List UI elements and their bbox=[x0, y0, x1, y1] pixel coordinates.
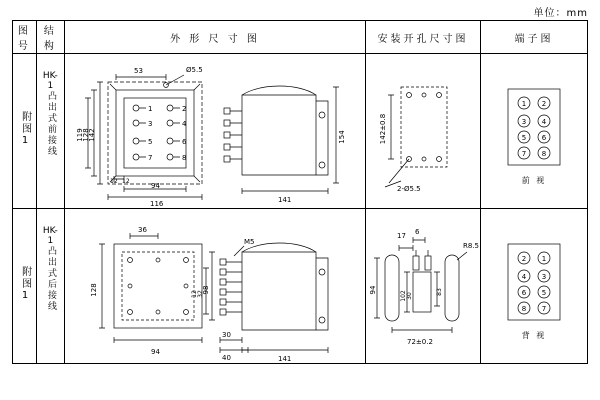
dim-116: 116 bbox=[149, 200, 164, 207]
dim-6: 6 bbox=[414, 228, 420, 236]
terminal-3: 3 bbox=[541, 273, 547, 281]
terminal-2: 2 bbox=[521, 255, 527, 263]
row1-model-label: HK-1 bbox=[42, 71, 58, 91]
terminal-2: 2 bbox=[541, 100, 547, 108]
row2-figure-no: 附图1 bbox=[13, 209, 37, 364]
dim-53: 53 bbox=[133, 67, 143, 75]
header-col-struct: 结构 bbox=[36, 21, 64, 54]
terminal-4: 4 bbox=[541, 118, 547, 126]
unit-label: 单位：mm bbox=[533, 8, 588, 19]
dim-119: 119 bbox=[75, 128, 84, 142]
terminal-6: 6 bbox=[521, 289, 527, 297]
row2-hole-drawing bbox=[365, 209, 480, 364]
dim-128: 128 bbox=[81, 128, 90, 142]
header-col-terminal: 端子图 bbox=[480, 21, 587, 54]
dim-40: 40 bbox=[221, 354, 231, 362]
dim-2-d55: 2-Ø5.5 bbox=[396, 185, 421, 193]
terminal-7: 7 bbox=[521, 150, 527, 158]
row2-struct-text: 凸出式后接线 bbox=[45, 246, 56, 312]
terminal-4: 4 bbox=[521, 273, 527, 281]
dim-72-02: 72±0.2 bbox=[406, 338, 433, 346]
dim-128-r2: 128 bbox=[89, 283, 98, 297]
dim-d55: Ø5.5 bbox=[185, 66, 203, 74]
dim-17: 17 bbox=[396, 232, 406, 240]
row2-structure bbox=[36, 209, 64, 364]
dim-141-r2: 141 bbox=[277, 355, 292, 362]
terminal-5: 5 bbox=[541, 289, 547, 297]
pin-8: 8 bbox=[181, 154, 187, 162]
pin-2: 2 bbox=[181, 105, 187, 113]
header-col-no: 图号 bbox=[13, 21, 37, 54]
pin-5: 5 bbox=[147, 138, 153, 146]
terminal-5: 5 bbox=[521, 134, 527, 142]
terminal-caption-rear: 背 视 bbox=[521, 331, 547, 340]
row1-hole-drawing bbox=[365, 54, 480, 209]
table-row bbox=[13, 209, 588, 364]
terminal-1: 1 bbox=[541, 255, 547, 263]
row2-model-label: HK-1 bbox=[42, 226, 58, 246]
dim-154: 154 bbox=[337, 130, 346, 144]
dim-30-hole: 30 bbox=[405, 292, 413, 300]
dim-142-08: 142±0.8 bbox=[378, 113, 387, 145]
pin-3: 3 bbox=[147, 120, 153, 128]
header-col-hole: 安装开孔尺寸图 bbox=[365, 21, 480, 54]
dim-36: 36 bbox=[137, 226, 147, 234]
dim-m5: M5 bbox=[243, 238, 255, 246]
dim-12-r2: 12 bbox=[190, 290, 198, 298]
dim-94-r2: 94 bbox=[150, 348, 160, 356]
dim-30: 30 bbox=[221, 331, 231, 339]
pin-7: 7 bbox=[147, 154, 153, 162]
dim-102-hole: 102 bbox=[399, 290, 407, 302]
row1-terminal-drawing bbox=[480, 54, 587, 209]
table-header-row bbox=[13, 21, 588, 54]
row2-outline-drawing bbox=[64, 209, 365, 364]
dim-83: 83 bbox=[435, 288, 443, 296]
terminal-6: 6 bbox=[541, 134, 547, 142]
dim-r85: R8.5 bbox=[462, 242, 479, 250]
dim-142: 142 bbox=[87, 128, 96, 142]
terminal-7: 7 bbox=[541, 305, 547, 313]
dim-12a: 12 bbox=[109, 178, 118, 185]
dim-94-hole: 94 bbox=[368, 285, 377, 295]
pin-1: 1 bbox=[147, 105, 153, 113]
dim-98: 98 bbox=[201, 285, 210, 295]
dim-32: 32 bbox=[196, 290, 204, 298]
row2-terminal-drawing bbox=[480, 209, 587, 364]
table-row bbox=[13, 54, 588, 209]
terminal-8: 8 bbox=[521, 305, 527, 313]
terminal-1: 1 bbox=[521, 100, 527, 108]
dim-141: 141 bbox=[277, 196, 292, 204]
terminal-caption-front: 前 视 bbox=[521, 176, 547, 185]
row1-outline-drawing bbox=[64, 54, 365, 209]
row1-structure bbox=[36, 54, 64, 209]
terminal-3: 3 bbox=[521, 118, 527, 126]
dim-12b: 12 bbox=[121, 178, 130, 185]
header-col-outline: 外 形 尺 寸 图 bbox=[64, 21, 365, 54]
pin-6: 6 bbox=[181, 138, 187, 146]
terminal-8: 8 bbox=[541, 150, 547, 158]
row1-figure-no: 附图1 bbox=[13, 54, 37, 209]
pin-4: 4 bbox=[181, 120, 187, 128]
spec-table bbox=[12, 20, 588, 364]
dim-94: 94 bbox=[150, 182, 160, 190]
row1-struct-text: 凸出式前接线 bbox=[45, 91, 56, 157]
